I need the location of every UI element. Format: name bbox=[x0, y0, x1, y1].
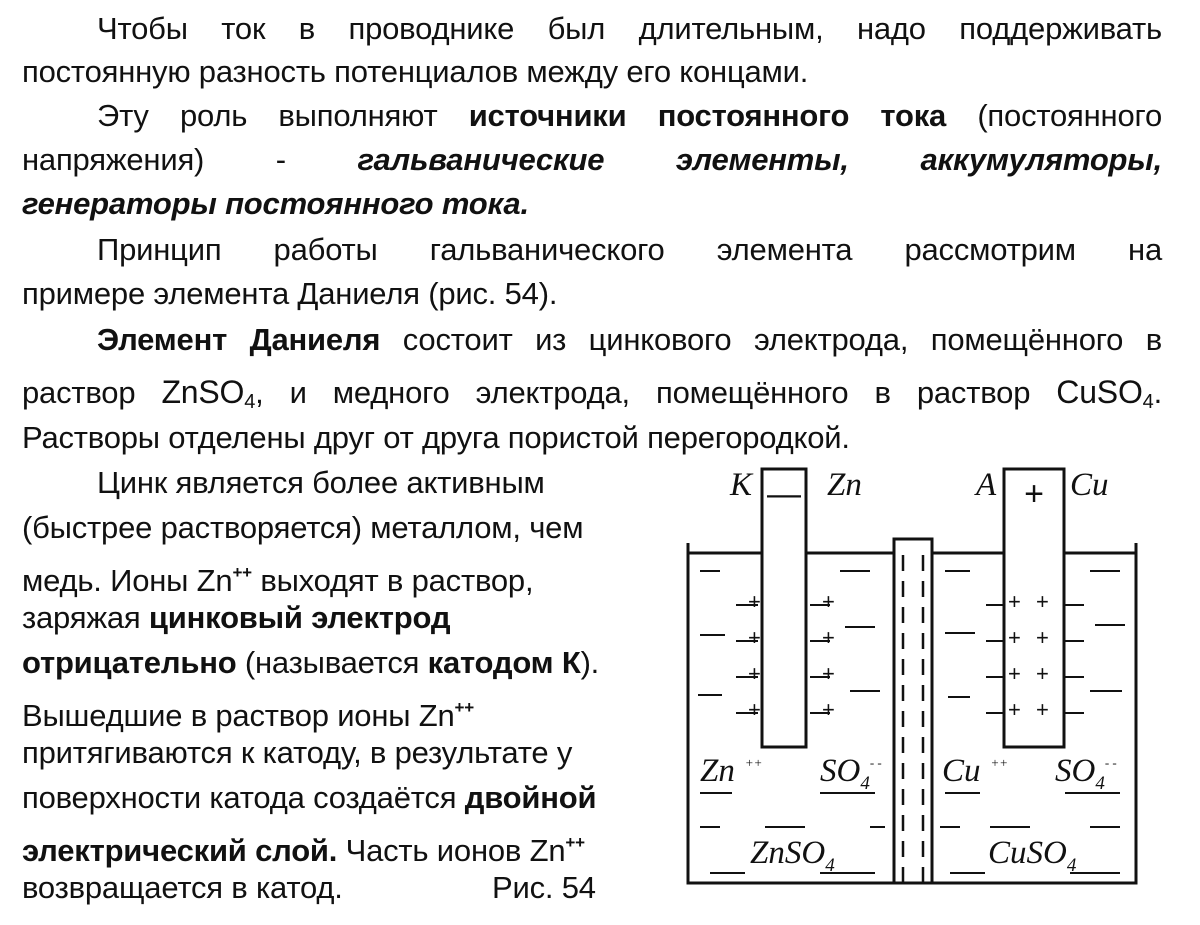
ion-zn-label: Zn ++ bbox=[700, 753, 763, 789]
svg-text:+: + bbox=[1036, 625, 1049, 650]
anode-plus-sign: + bbox=[1024, 475, 1044, 513]
paragraph-5-line-5: отрицательно (называется катодом К). bbox=[22, 645, 600, 680]
term-source-types: гальванические элементы, аккумуляторы, bbox=[357, 142, 1162, 177]
svg-text:+: + bbox=[748, 697, 761, 722]
ion-so4-left-label: $SO_4^{- -}$ bbox=[820, 753, 882, 794]
svg-text:+: + bbox=[822, 589, 835, 614]
svg-text:+: + bbox=[1008, 661, 1021, 686]
paragraph-5-line-9: электрический слой. Часть ионов Zn++ bbox=[22, 833, 585, 868]
paragraph-5-line-8: поверхности катода создаётся двойной bbox=[22, 780, 597, 815]
anode-letter: A bbox=[976, 467, 997, 503]
paragraph-4-line-1: Элемент Даниеля состоит из цинкового электрода, помещённого в bbox=[97, 322, 1162, 357]
term-dc-sources: источники постоянного тока bbox=[468, 98, 947, 133]
paragraph-2-line-2: напряжения) - гальванические элементы, аккумуляторы, bbox=[22, 142, 1162, 177]
svg-text:+: + bbox=[1008, 589, 1021, 614]
term-daniell-cell: Элемент Даниеля bbox=[97, 322, 381, 357]
formula-cuso4: CuSO$_4$ bbox=[1056, 374, 1154, 413]
paragraph-3-line-2: примере элемента Даниеля (рис. 54). bbox=[22, 276, 558, 311]
svg-text:+: + bbox=[1036, 589, 1049, 614]
solution-znso4-label: ZnSO$_4$ bbox=[750, 835, 835, 876]
svg-text:+: + bbox=[1036, 697, 1049, 722]
cathode-letter: K bbox=[730, 467, 753, 503]
cathode-metal-label: Zn bbox=[827, 467, 862, 503]
term-zinc-electrode: цинковый электрод bbox=[148, 600, 451, 635]
svg-text:+: + bbox=[748, 661, 761, 686]
paragraph-5-line-1: Цинк является более активным bbox=[97, 465, 545, 500]
anode-metal-label: Cu bbox=[1070, 467, 1109, 503]
formula-znso4: ZnSO$_4$ bbox=[161, 374, 256, 413]
svg-text:+: + bbox=[1036, 661, 1049, 686]
ion-so4-right-label: $SO_4^{- -}$ bbox=[1055, 753, 1117, 794]
paragraph-2-line-3: генераторы постоянного тока. bbox=[22, 186, 529, 221]
svg-text:+: + bbox=[822, 625, 835, 650]
paragraph-2-line-1: Эту роль выполняют источники постоянного тока (постоянного bbox=[97, 98, 1162, 133]
paragraph-1-line-1: Чтобы ток в проводнике был длительным, надо поддерживать bbox=[97, 11, 1162, 46]
paragraph-5-line-3: медь. Ионы Zn++ выходят в раствор, bbox=[22, 563, 534, 598]
svg-text:+: + bbox=[822, 661, 835, 686]
paragraph-4-line-3: Растворы отделены друг от друга пористой перегородкой. bbox=[22, 420, 850, 455]
paragraph-5-line-2: (быстрее растворяется) металлом, чем bbox=[22, 510, 584, 545]
svg-text:+: + bbox=[748, 589, 761, 614]
paragraph-5-line-6: Вышедшие в раствор ионы Zn++ bbox=[22, 698, 475, 733]
solution-cuso4-label: CuSO$_4$ bbox=[988, 835, 1077, 876]
ion-cu-label: Cu ++ bbox=[942, 753, 1009, 789]
paragraph-4-line-2: раствор ZnSO$_4$, и медного электрода, помещённого в раствор CuSO$_4$. bbox=[22, 374, 1162, 413]
svg-text:+: + bbox=[748, 625, 761, 650]
term-double-layer: двойной bbox=[464, 780, 597, 815]
paragraph-5-line-10: возвращается в катод. bbox=[22, 870, 343, 905]
term-cathode: катодом К bbox=[427, 645, 581, 680]
svg-text:+: + bbox=[1008, 697, 1021, 722]
daniell-cell-diagram bbox=[670, 455, 1150, 895]
figure-caption: Рис. 54 bbox=[492, 870, 596, 905]
svg-text:+: + bbox=[822, 697, 835, 722]
paragraph-5-line-7: притягиваются к катоду, в результате у bbox=[22, 735, 573, 770]
paragraph-3-line-1: Принцип работы гальванического элемента рассмотрим на bbox=[97, 232, 1162, 267]
paragraph-5-line-4: заряжая цинковый электрод bbox=[22, 600, 451, 635]
svg-text:+: + bbox=[1008, 625, 1021, 650]
cathode-minus-sign: — bbox=[767, 475, 801, 513]
porous-partition bbox=[894, 539, 932, 883]
paragraph-1-line-2: постоянную разность потенциалов между его концами. bbox=[22, 54, 809, 89]
